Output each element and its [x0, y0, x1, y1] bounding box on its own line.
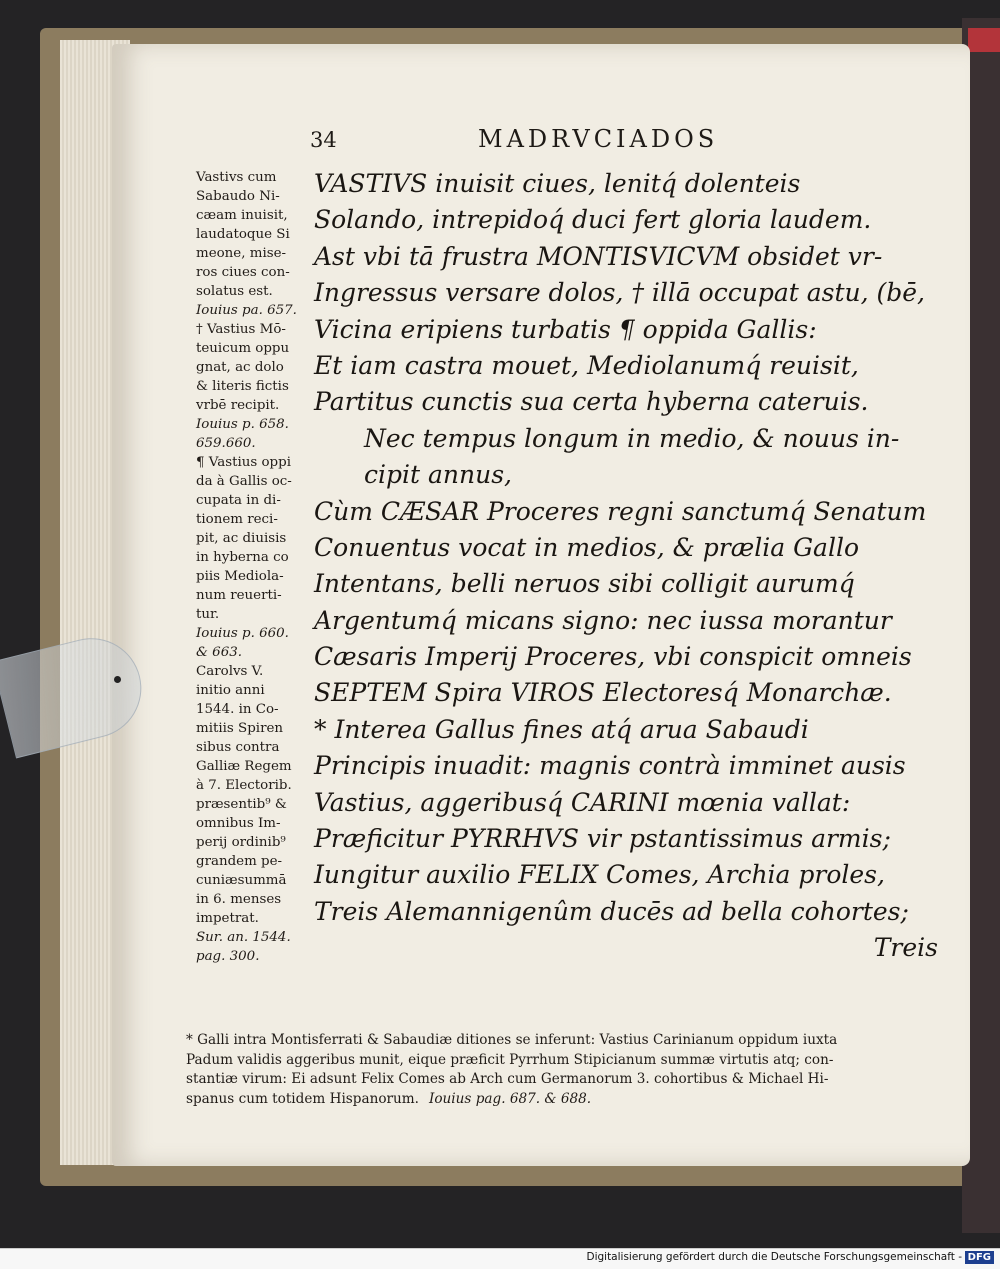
margin-note-line: ros ciues con- [196, 265, 290, 280]
footnote-line [186, 1031, 926, 1051]
margin-note-line: tionem reci- [196, 512, 278, 527]
verse-line: Præficitur PYRRHVS vir pstantissimus armis; [314, 824, 891, 854]
footnote-line [186, 1051, 926, 1071]
verse-line: Principis inuadit: magnis contrà imminet ausis [314, 751, 906, 781]
margin-note-line: mitiis Spiren [196, 721, 284, 736]
margin-note-line: solatus est. [196, 284, 273, 299]
footnote-line [186, 1070, 926, 1090]
footnote-text: spanus cum totidem Hispanorum. [186, 1090, 419, 1107]
verse-line: cipit annus, [364, 460, 512, 490]
margin-note-line: in hyberna co [196, 550, 289, 565]
margin-note-line: & literis fictis [196, 379, 289, 394]
verse-line: Et iam castra mouet, Mediolanumq́ reuisit, [314, 350, 859, 380]
footnote-line [186, 1090, 926, 1110]
margin-note-line: sibus contra [196, 740, 280, 755]
margin-note-line: teuicum oppu [196, 341, 290, 356]
margin-note-line: Iouius p. 660. [196, 626, 289, 641]
verse-line: Cæsaris Imperij Proceres, vbi conspicit omneis [314, 642, 912, 672]
verse-line: Argentumq́ micans signo: nec iussa morantur [314, 605, 892, 635]
margin-note-line: pag. 300. [196, 949, 260, 964]
verse-line: Partitus cunctis sua certa hyberna cateruis. [314, 387, 869, 417]
margin-note-line: ¶ Vastius oppi [196, 455, 291, 470]
verse-line: Vicina eripiens turbatis ¶ oppida Gallis: [314, 314, 817, 344]
verse-line: Intentans, belli neruos sibi colligit aurumq́ [314, 569, 855, 599]
marginal-notes [196, 168, 318, 966]
margin-note-line: grandem pe- [196, 854, 283, 869]
verse-line: Iungitur auxilio FELIX Comes, Archia proles, [314, 860, 885, 890]
verse-line: SEPTEM Spira VIROS Electoresq́ Monarchæ. [314, 678, 892, 708]
footnote-text: stantiæ virum: Ei adsunt Felix Comes ab Arch cum Germanorum 3. cohortibus & Michael Hi- [186, 1071, 829, 1087]
margin-note-line: perij ordinib⁹ [196, 835, 286, 850]
verse-line: Treis Alemannigenûm ducēs ad bella cohortes; [314, 896, 909, 926]
margin-note-line: Iouius pa. 657. [196, 303, 297, 318]
margin-note-line: Sabaudo Ni- [196, 189, 280, 204]
margin-note-line: cuniæsummā [196, 873, 287, 888]
footnote-text: * Galli intra Montisferrati & Sabaudiæ ditiones se inferunt: Vastius Carinianum oppidum iuxta [186, 1032, 838, 1048]
margin-note-line: piis Mediola- [196, 569, 284, 584]
running-head: MADRVCIADOS [478, 125, 719, 153]
bookmark-ribbon [968, 28, 1000, 52]
margin-note-line: in 6. menses [196, 892, 282, 907]
margin-note-line: Vastivs cum [196, 170, 277, 185]
margin-note-line: laudatoque Si [196, 227, 290, 242]
verse-line: Ast vbi tā frustra MONTISVICVM obsidet vr- [314, 241, 883, 271]
verse-line: Cùm CÆSAR Proceres regni sanctumq́ Senatum [314, 496, 927, 526]
margin-note-line: meone, mise- [196, 246, 287, 261]
margin-note-line: cæam inuisit, [196, 208, 288, 223]
footnote-block [186, 1031, 926, 1109]
verse-block [314, 166, 944, 967]
page-number: 34 [310, 128, 337, 152]
verse-line: Ingressus versare dolos, † illā occupat astu, (bē, [314, 278, 925, 308]
margin-note-line: Galliæ Regem [196, 759, 292, 774]
verse-line: * Interea Gallus fines atq́ arua Sabaudi [314, 714, 809, 744]
margin-note-line: pit, ac diuisis [196, 531, 287, 546]
margin-note-line: Carolvs V. [196, 664, 264, 679]
margin-note-line: da à Gallis oc- [196, 474, 292, 489]
verse-line: Vastius, aggeribusq́ CARINI mœnia vallat: [314, 787, 851, 817]
margin-note-line: gnat, ac dolo [196, 360, 284, 375]
verse-line: Conuentus vocat in medios, & prælia Gallo [314, 532, 860, 562]
digitization-credit: Digitalisierung gefördert durch die Deutsche Forschungsgemeinschaft - [586, 1251, 962, 1263]
margin-note-line: † Vastius Mō- [196, 322, 286, 337]
verse-line: Solando, intrepidoq́ duci fert gloria laudem. [314, 205, 872, 235]
footnote-citation: Iouius pag. 687. & 688. [428, 1090, 592, 1107]
margin-note-line: omnibus Im- [196, 816, 281, 831]
margin-note-line: à 7. Electorib. [196, 778, 292, 793]
margin-note-line: 659.660. [196, 436, 256, 451]
margin-note-line: tur. [196, 607, 220, 622]
margin-note-line: vrbē recipit. [196, 398, 280, 413]
margin-note-line: præsentib⁹ & [196, 797, 287, 812]
margin-note-line: & 663. [196, 645, 242, 660]
margin-note-line: Iouius p. 658. [196, 417, 289, 432]
footnote-text: Padum validis aggeribus munit, eique præficit Pyrrhum Stipicianum summæ virtutis atq; con- [186, 1051, 834, 1068]
margin-note-line: Sur. an. 1544. [196, 930, 291, 945]
margin-note-line: cupata in di- [196, 493, 281, 508]
verse-line: VASTIVS inuisit ciues, lenitq́ dolenteis [314, 169, 801, 198]
catchword: Treis [873, 933, 938, 963]
margin-note-line: 1544. in Co- [196, 702, 279, 717]
margin-note-line: initio anni [196, 683, 265, 698]
margin-note-line: impetrat. [196, 911, 259, 926]
dfg-logo: DFG [965, 1251, 994, 1264]
verse-line: Nec tempus longum in medio, & nouus in- [364, 423, 900, 453]
margin-note-line: num reuerti- [196, 588, 282, 603]
clip-pin [114, 676, 121, 683]
